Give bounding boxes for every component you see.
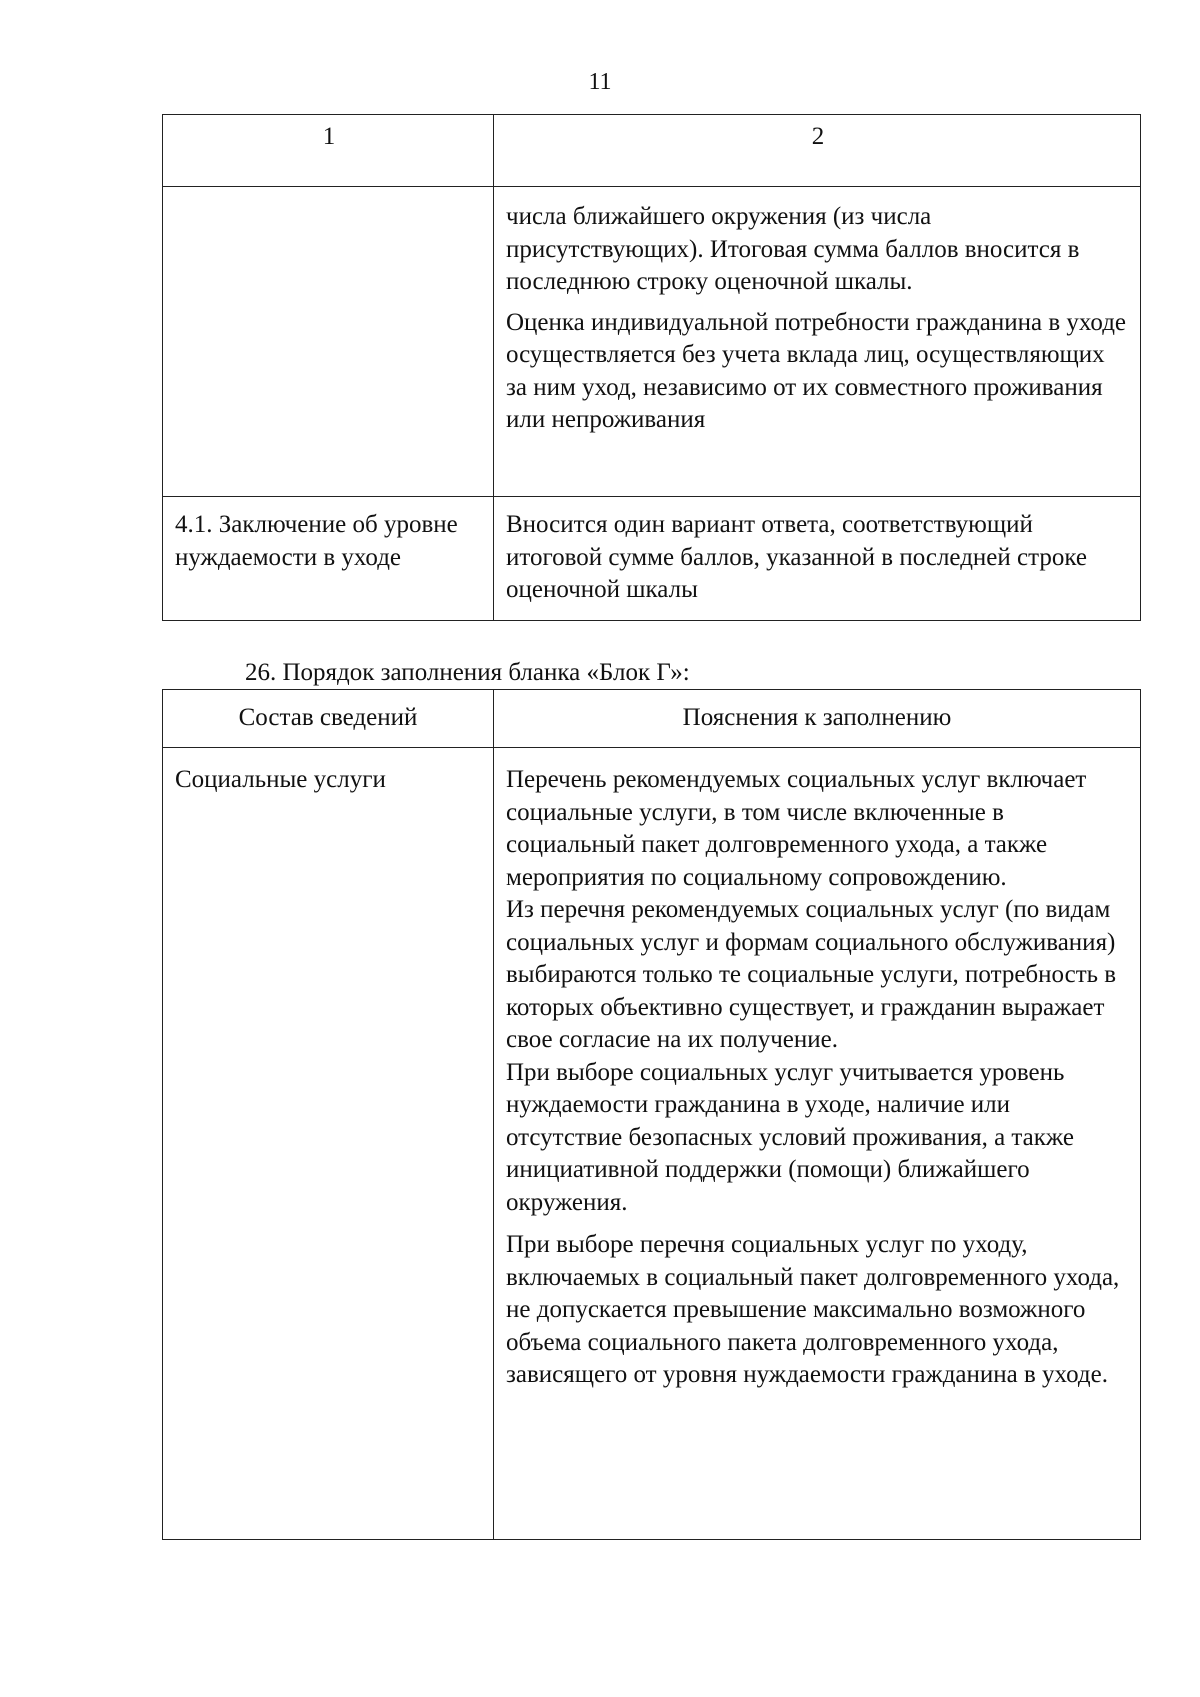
- explanation-paragraph: числа ближайшего окружения (из числа присутствующих). Итоговая сумма баллов вносится в последнюю строку оценочной шкалы.: [506, 203, 1080, 295]
- column-header-explanations: Пояснения к заполнению: [494, 690, 1141, 748]
- column-number-2: 2: [494, 115, 1141, 187]
- table-header-row: [163, 115, 1141, 187]
- explanation-paragraph: При выборе социальных услуг учитывается уровень нуждаемости гражданина в уходе, наличие или отсутствие безопасных условий проживания, а также инициативной поддержки (помощи) ближайшего окружения.: [506, 1058, 1074, 1216]
- row-label-cell: Социальные услуги: [163, 748, 494, 1540]
- table-row: [163, 187, 1141, 497]
- continuation-table: [162, 114, 1141, 621]
- column-header-contents: Состав сведений: [163, 690, 494, 748]
- row-label-cell: [163, 187, 494, 497]
- explanation-paragraph: Вносится один вариант ответа, соответствующий итоговой сумме баллов, указанной в последней строке оценочной шкалы: [506, 511, 1087, 603]
- row-label-cell: 4.1. Заключение об уровне нуждаемости в уходе: [163, 497, 494, 621]
- explanation-cell: [494, 748, 1141, 1540]
- page-number: 11: [588, 69, 612, 95]
- table-row: [163, 748, 1141, 1540]
- section-heading: 26. Порядок заполнения бланка «Блок Г»:: [245, 659, 690, 686]
- table-row: [163, 497, 1141, 621]
- explanation-cell: [494, 187, 1141, 497]
- explanation-paragraph: Оценка индивидуальной потребности гражданина в уходе осуществляется без учета вклада лиц, осуществляющих за ним уход, независимо от их совместного проживания или непроживания: [506, 308, 1127, 433]
- explanation-paragraph: При выборе перечня социальных услуг по уходу, включаемых в социальный пакет долговременного ухода, не допускается превышение максимально возможного объема социального пакета долговременного ухода, зависящего от уровня нуждаемости гражданина в уходе.: [506, 1231, 1120, 1388]
- explanation-cell: [494, 497, 1141, 621]
- explanation-paragraph: Перечень рекомендуемых социальных услуг включает социальные услуги, в том числе включенные в социальный пакет долговременного ухода, а также мероприятия по социальному сопровождению.: [506, 766, 1087, 891]
- column-number-1: 1: [163, 115, 494, 187]
- table-header-row: [163, 690, 1141, 748]
- block-g-table: [162, 689, 1141, 1540]
- explanation-paragraph: Из перечня рекомендуемых социальных услуг (по видам социальных услуг и формам социального обслуживания) выбираются только те социальные услуги, потребность в которых объективно существует, и гражданин выражает свое согласие на их получение.: [506, 896, 1117, 1053]
